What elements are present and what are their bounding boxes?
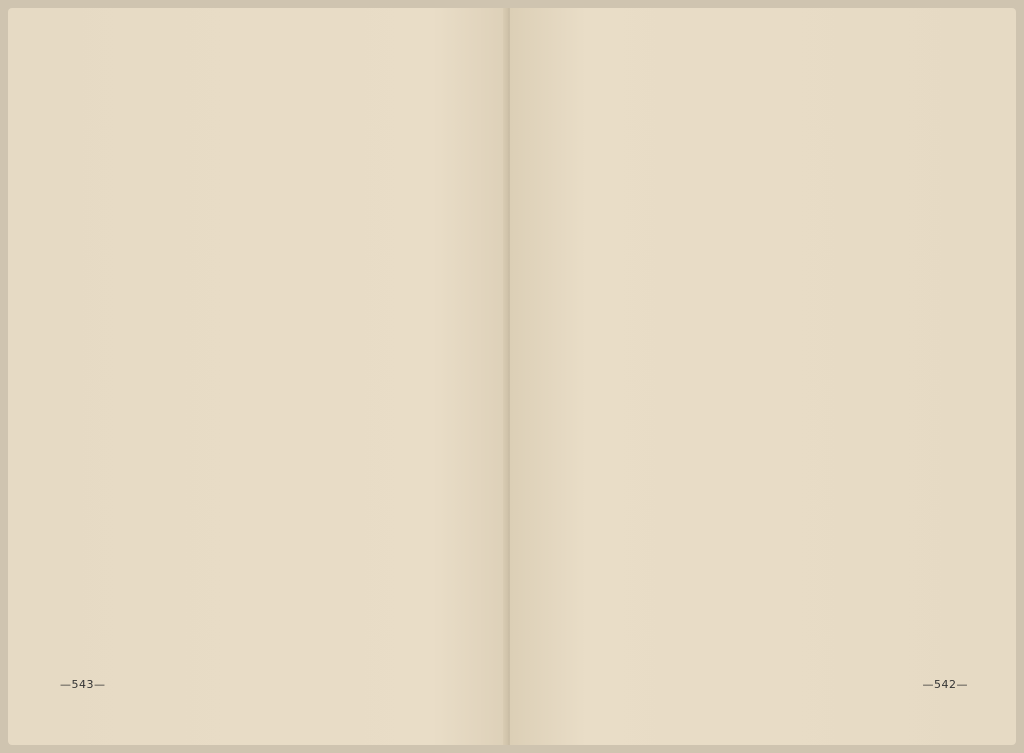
left-page xyxy=(8,8,508,745)
right-page-text xyxy=(524,30,992,650)
left-page-number: —543— xyxy=(60,678,106,691)
right-page-number: —542— xyxy=(922,678,968,691)
right-page xyxy=(510,8,1016,745)
left-page-text xyxy=(28,32,488,642)
